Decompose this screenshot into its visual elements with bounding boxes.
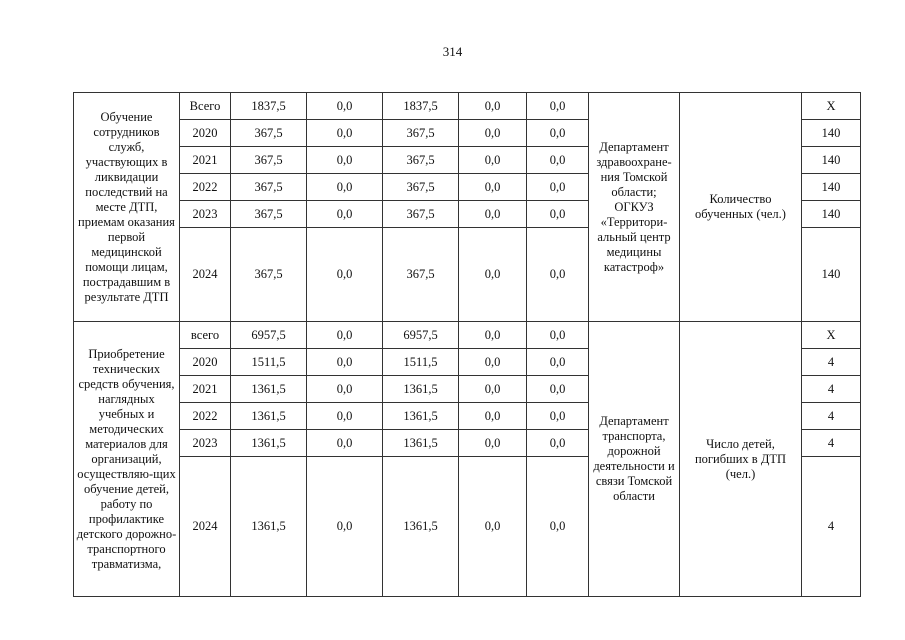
total-cell: 367,5: [231, 201, 307, 228]
indicator-cell: Число детей, погибших в ДТП (чел.): [680, 322, 802, 597]
federal-cell: 0,0: [307, 430, 383, 457]
measure-description: Приобретение технических средств обучения, наглядных учебных и методических материалов для организаций, осуществляю-щих обучение детей, работу по профилактике детского дорожно-транспортного травматизма,: [74, 322, 180, 597]
total-cell: 1361,5: [231, 403, 307, 430]
total-cell: 367,5: [231, 120, 307, 147]
other-cell: 0,0: [527, 228, 589, 322]
federal-cell: 0,0: [307, 403, 383, 430]
other-cell: 0,0: [527, 403, 589, 430]
local-cell: 0,0: [459, 457, 527, 597]
measure-description: Обучение сотрудников служб, участвующих в ликвидации последствий на месте ДТП, приемам оказания первой медицинской помощи лицам, пострадавшим в результате ДТП: [74, 93, 180, 322]
other-cell: 0,0: [527, 322, 589, 349]
regional-cell: 1361,5: [383, 403, 459, 430]
federal-cell: 0,0: [307, 147, 383, 174]
indicator-value: 4: [802, 403, 861, 430]
indicator-value: 4: [802, 376, 861, 403]
local-cell: 0,0: [459, 403, 527, 430]
indicator-value: X: [802, 322, 861, 349]
indicator-value: 140: [802, 201, 861, 228]
federal-cell: 0,0: [307, 201, 383, 228]
year-cell: 2020: [180, 120, 231, 147]
indicator-value: X: [802, 93, 861, 120]
local-cell: 0,0: [459, 349, 527, 376]
regional-cell: 367,5: [383, 201, 459, 228]
federal-cell: 0,0: [307, 93, 383, 120]
local-cell: 0,0: [459, 376, 527, 403]
local-cell: 0,0: [459, 120, 527, 147]
federal-cell: 0,0: [307, 228, 383, 322]
total-cell: 367,5: [231, 228, 307, 322]
indicator-value: 140: [802, 228, 861, 322]
year-cell: 2022: [180, 174, 231, 201]
other-cell: 0,0: [527, 457, 589, 597]
year-cell: всего: [180, 322, 231, 349]
year-cell: 2024: [180, 457, 231, 597]
indicator-value: 140: [802, 120, 861, 147]
other-cell: 0,0: [527, 120, 589, 147]
table-row: [74, 322, 861, 349]
year-cell: 2022: [180, 403, 231, 430]
federal-cell: 0,0: [307, 376, 383, 403]
other-cell: 0,0: [527, 349, 589, 376]
total-cell: 1361,5: [231, 430, 307, 457]
regional-cell: 1837,5: [383, 93, 459, 120]
local-cell: 0,0: [459, 201, 527, 228]
regional-cell: 367,5: [383, 228, 459, 322]
total-cell: 1361,5: [231, 457, 307, 597]
other-cell: 0,0: [527, 93, 589, 120]
year-cell: 2024: [180, 228, 231, 322]
page-number: 314: [442, 44, 463, 59]
indicator-value: 140: [802, 147, 861, 174]
year-cell: 2023: [180, 430, 231, 457]
federal-cell: 0,0: [307, 174, 383, 201]
year-cell: Всего: [180, 93, 231, 120]
regional-cell: 367,5: [383, 147, 459, 174]
local-cell: 0,0: [459, 322, 527, 349]
other-cell: 0,0: [527, 147, 589, 174]
regional-cell: 1511,5: [383, 349, 459, 376]
total-cell: 6957,5: [231, 322, 307, 349]
table-row: [74, 93, 861, 120]
regional-cell: 1361,5: [383, 376, 459, 403]
total-cell: 1361,5: [231, 376, 307, 403]
other-cell: 0,0: [527, 174, 589, 201]
other-cell: 0,0: [527, 201, 589, 228]
indicator-value: 4: [802, 430, 861, 457]
regional-cell: 1361,5: [383, 457, 459, 597]
executor-cell: Департамент здравоохране-ния Томской области; ОГКУЗ «Территори-альный центр медицины катастроф»: [589, 93, 680, 322]
year-cell: 2021: [180, 147, 231, 174]
local-cell: 0,0: [459, 93, 527, 120]
other-cell: 0,0: [527, 430, 589, 457]
indicator-value: 4: [802, 457, 861, 597]
federal-cell: 0,0: [307, 349, 383, 376]
federal-cell: 0,0: [307, 120, 383, 147]
indicator-value: 4: [802, 349, 861, 376]
local-cell: 0,0: [459, 147, 527, 174]
regional-cell: 367,5: [383, 174, 459, 201]
indicator-cell: Количество обученных (чел.): [680, 93, 802, 322]
local-cell: 0,0: [459, 228, 527, 322]
executor-cell: Департамент транспорта, дорожной деятельности и связи Томской области: [589, 322, 680, 597]
regional-cell: 367,5: [383, 120, 459, 147]
year-cell: 2021: [180, 376, 231, 403]
other-cell: 0,0: [527, 376, 589, 403]
total-cell: 367,5: [231, 174, 307, 201]
federal-cell: 0,0: [307, 457, 383, 597]
regional-cell: 6957,5: [383, 322, 459, 349]
local-cell: 0,0: [459, 430, 527, 457]
program-table: [73, 92, 861, 597]
total-cell: 1837,5: [231, 93, 307, 120]
total-cell: 367,5: [231, 147, 307, 174]
regional-cell: 1361,5: [383, 430, 459, 457]
indicator-value: 140: [802, 174, 861, 201]
local-cell: 0,0: [459, 174, 527, 201]
federal-cell: 0,0: [307, 322, 383, 349]
year-cell: 2023: [180, 201, 231, 228]
year-cell: 2020: [180, 349, 231, 376]
total-cell: 1511,5: [231, 349, 307, 376]
